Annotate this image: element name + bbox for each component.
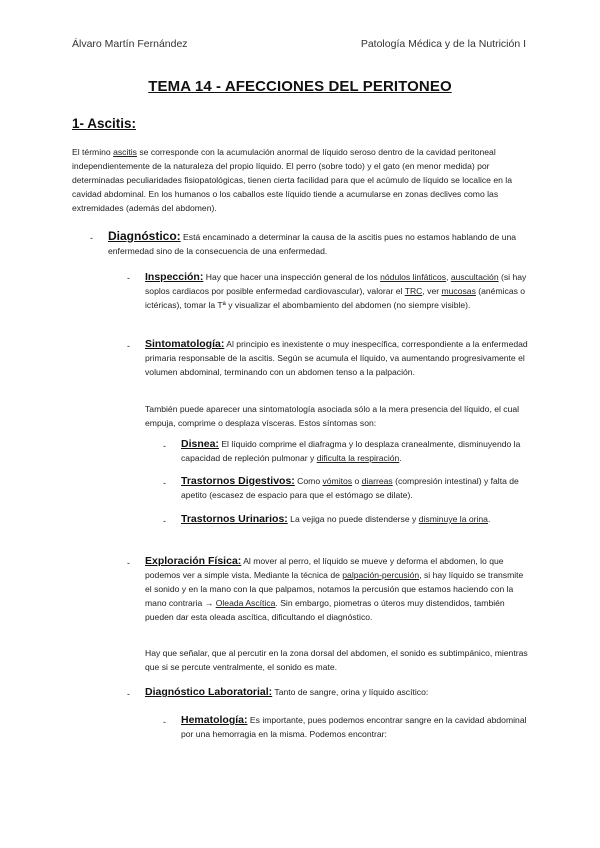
sintomatologia-heading: Sintomatología:: [145, 338, 225, 350]
bullet-dash: -: [163, 478, 166, 488]
header-author: Álvaro Martín Fernández: [72, 38, 188, 50]
bullet-dash: -: [163, 516, 166, 526]
section-heading-ascitis: 1- Ascitis:: [72, 116, 137, 131]
disnea-paragraph: Disnea: El líquido comprime el diafragma y lo desplaza cranealmente, disminuyendo la capacidad de repleción pulmonar y dificulta la respiración.: [181, 438, 521, 463]
bullet-dash: -: [163, 717, 166, 727]
exploracion-paragraph-2: Hay que señalar, que al percutir en la zona dorsal del abdomen, el sonido es subtimpánico, mientras que si se percute ventralmente, el sonido es mate.: [145, 648, 528, 672]
bullet-dash: -: [90, 233, 93, 243]
inspeccion-heading: Inspección:: [145, 271, 204, 283]
urinarios-paragraph: Trastornos Urinarios: La vejiga no puede distenderse y disminuye la orina.: [181, 513, 491, 525]
bullet-dash: -: [163, 441, 166, 451]
disnea-heading: Disnea:: [181, 438, 219, 450]
intro-paragraph: El término ascitis se corresponde con la acumulación anormal de líquido seroso dentro de la cavidad peritoneal independientemente de la naturaleza del propio líquido. El perro (sobre todo) y el gato (en menor medida) por determinadas peculiaridades fisiopatológicas, tienen cierta facilidad para que el acúmulo de líquido se localice en la cavidad abdominal. En los humanos o los caballos este líquido tiende a acumularse en zonas declives como las extremidades (además del abdomen).: [72, 147, 512, 213]
exploracion-paragraph: Exploración Física: Al mover al perro, el líquido se mueve y deforma el abdomen, lo que podemos ver a simple vista. Mediante la técnica de palpación-percusión, si hay líquido se transmite el sonido y en la mano con la que palpamos, notamos la percusión que estamos haciendo con la mano contraria → Oleada Ascítica. Sin embargo, piometras o úteros muy distendidos, también pueden dar esta oleada ascítica, dificultando el diagnóstico.: [145, 555, 524, 622]
bullet-dash: -: [127, 689, 130, 699]
diagnostico-paragraph: Diagnóstico: Está encaminado a determinar la causa de la ascitis pues no estamos hablando de una enfermedad sino de la consecuencia de una enfermedad.: [108, 229, 517, 256]
bullet-dash: -: [127, 273, 130, 283]
bullet-dash: -: [127, 341, 130, 351]
bullet-dash: -: [127, 558, 130, 568]
diagnostico-heading: Diagnóstico:: [108, 229, 181, 243]
sintomatologia-paragraph: Sintomatología: Al principio es inexistente o muy inespecífica, correspondiente a la enfermedad primaria responsable de la ascitis. Según se acumula el líquido, va aumentando progresivamente el volumen abdominal, terminando con un abdomen tenso a la palpación.: [145, 338, 528, 377]
header-course: Patología Médica y de la Nutrición I: [360, 38, 526, 50]
digestivos-heading: Trastornos Digestivos:: [181, 475, 295, 487]
term-ascitis: ascitis: [113, 147, 137, 157]
exploracion-heading: Exploración Física:: [145, 555, 242, 567]
digestivos-paragraph: Trastornos Digestivos: Como vómitos o diarreas (compresión intestinal) y falta de apetito (escasez de espacio para que el estómago se dilate).: [181, 475, 519, 500]
page-title: TEMA 14 - AFECCIONES DEL PERITONEO: [148, 78, 452, 95]
hematologia-paragraph: Hematología: Es importante, pues podemos encontrar sangre en la cavidad abdominal por una hemorragia en la misma. Podemos encontrar:: [181, 714, 527, 739]
inspeccion-paragraph: Inspección: Hay que hacer una inspección general de los nódulos linfáticos, auscultación (si hay soplos cardiacos por posible enfermedad cardiovascular), valorar el TRC, ver mucosas (anémicas o ictéricas), tomar la Tª y visualizar el abombamiento del abdomen (no siempre visible).: [145, 271, 527, 310]
laboratorial-heading: Diagnóstico Laboratorial:: [145, 686, 273, 698]
laboratorial-paragraph: Diagnóstico Laboratorial: Tanto de sangre, orina y líquido ascítico:: [145, 686, 429, 698]
urinarios-heading: Trastornos Urinarios:: [181, 513, 288, 525]
sintomatologia-paragraph-2: También puede aparecer una sintomatología asociada sólo a la mera presencia del líquido, el cual empuja, comprime o desplaza vísceras. Estos síntomas son:: [145, 404, 520, 428]
hematologia-heading: Hematología:: [181, 714, 248, 726]
